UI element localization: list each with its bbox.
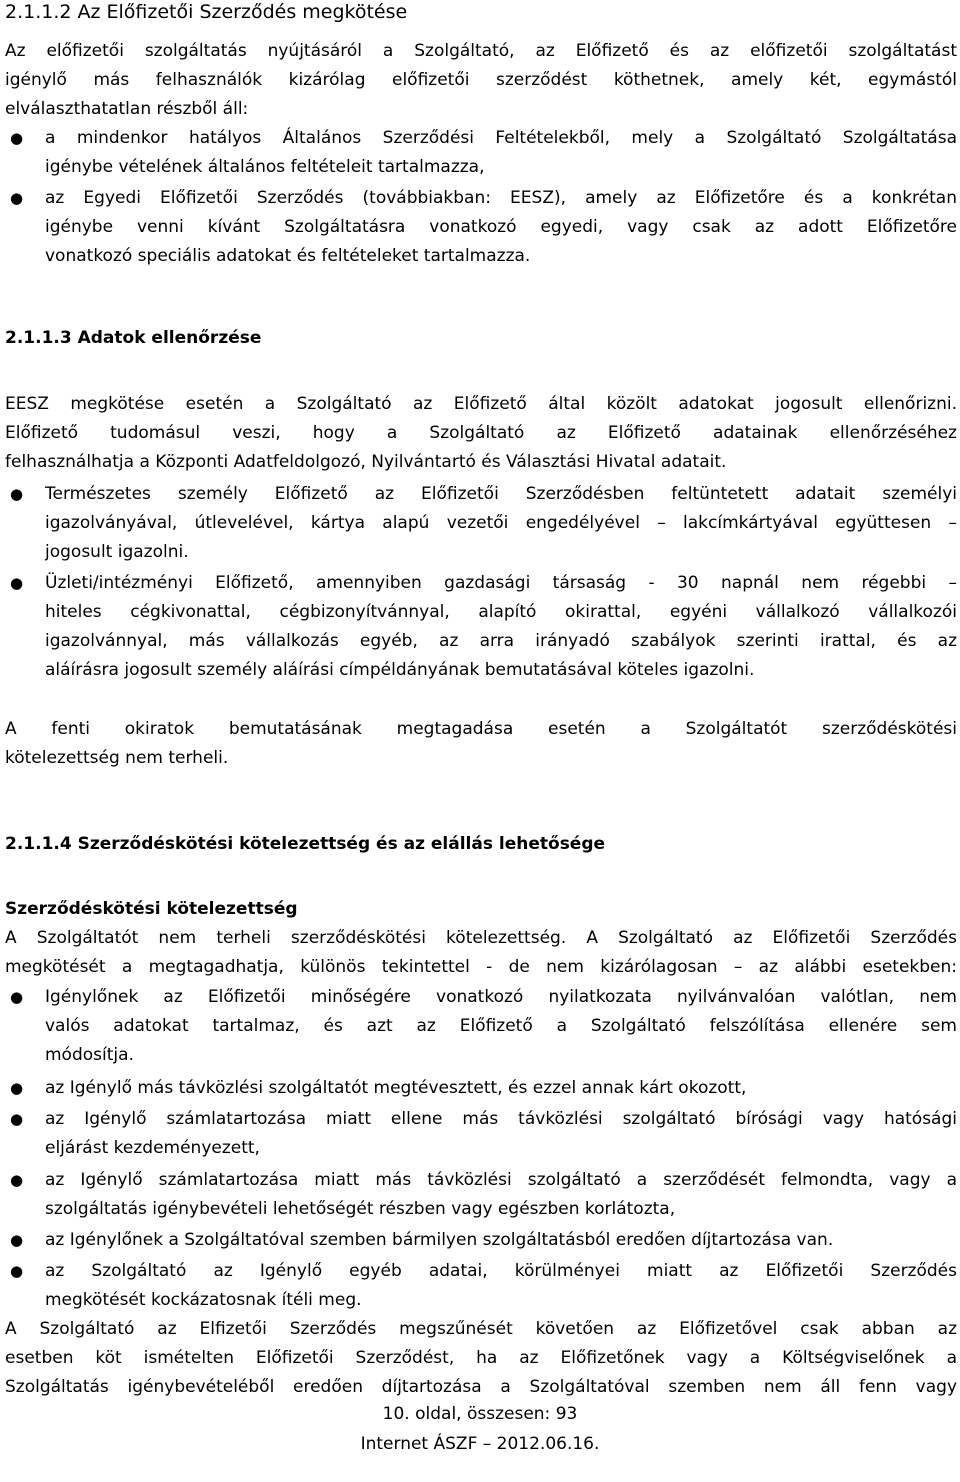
bullet-line: aláírásra jogosult személy aláírási címpéldányának bemutatásával köteles igazolni. (45, 660, 755, 680)
paragraph-line: A Szolgáltatót nem terheli szerződéskötési kötelezettség. A Szolgáltató az Előfizetői Szerződés (5, 928, 957, 948)
bullet-line: igazolványával, útlevelével, kártya alapú vezetői engedélyével – lakcímkártyával együttesen – (45, 513, 957, 533)
bullet-line: hiteles cégkivonattal, cégbizonyítvánnyal, alapító okirattal, egyéni vállalkozó vállalkozói (45, 602, 957, 622)
bullet-icon: ● (10, 129, 24, 147)
bullet-line: az Igénylő számlatartozása miatt ellene más távközlési szolgáltató bírósági vagy hatósági (45, 1109, 957, 1129)
section-heading-2-1-1-2: 2.1.1.2 Az Előfizetői Szerződés megkötése (5, 1, 408, 23)
intro-line: Az előfizetői szolgáltatás nyújtásáról a Szolgáltató, az Előfizető és az előfizetői szolgáltatást (5, 41, 957, 61)
intro-line: elválaszthatatlan részből áll: (5, 99, 249, 119)
section-heading-2-1-1-4: 2.1.1.4 Szerződéskötési kötelezettség és az elállás lehetősége (5, 834, 606, 854)
bullet-line: módosítja. (45, 1045, 134, 1065)
closing-line: Szolgáltatás igénybevételéből eredően díjtartozása a Szolgáltatóval szemben nem áll fenn vagy (5, 1377, 957, 1397)
closing-line: kötelezettség nem terheli. (5, 748, 229, 768)
closing-line: A Szolgáltató az Elfizetői Szerződés megszűnését követően az Előfizetővel csak abban az (5, 1319, 957, 1339)
bullet-line: az Igénylő más távközlési szolgáltatót megtévesztett, és ezzel annak kárt okozott, (45, 1078, 747, 1098)
bullet-line: az Igénylőnek a Szolgáltatóval szemben bármilyen szolgáltatásból eredően díjtartozása van. (45, 1230, 834, 1250)
bullet-icon: ● (10, 1171, 24, 1189)
bullet-icon: ● (10, 189, 24, 207)
bullet-line: jogosult igazolni. (45, 542, 189, 562)
bullet-line: valós adatokat tartalmaz, és azt az Előfizető a Szolgáltató felszólítása ellenére sem (45, 1016, 957, 1036)
section-heading-2-1-1-3: 2.1.1.3 Adatok ellenőrzése (5, 328, 262, 348)
bullet-icon: ● (10, 1231, 24, 1249)
bullet-icon: ● (10, 574, 24, 592)
intro-line: igénylő más felhasználók kizárólag előfizetői szerződést köthetnek, amely két, egymástól (5, 70, 957, 90)
bullet-line: vonatkozó speciális adatokat és feltételeket tartalmazza. (45, 246, 531, 266)
bullet-line: eljárást kezdeményezett, (45, 1138, 260, 1158)
page-number: 10. oldal, összesen: 93 (382, 1404, 578, 1424)
bullet-line: a mindenkor hatályos Általános Szerződési Feltételekből, mely a Szolgáltató Szolgáltatása (45, 128, 957, 148)
closing-line: A fenti okiratok bemutatásának megtagadása esetén a Szolgáltatót szerződéskötési (5, 719, 957, 739)
bullet-line: szolgáltatás igénybevételi lehetőségét részben vagy egészben korlátozta, (45, 1199, 676, 1219)
document-footer: Internet ÁSZF – 2012.06.16. (360, 1434, 600, 1454)
bullet-line: Igénylőnek az Előfizetői minőségére vonatkozó nyilatkozata nyilvánvalóan valótlan, nem (45, 987, 957, 1007)
subheading: Szerződéskötési kötelezettség (5, 899, 298, 919)
bullet-icon: ● (10, 1262, 24, 1280)
bullet-line: igénybe vételének általános feltételeit tartalmazza, (45, 157, 485, 177)
paragraph-line: felhasználhatja a Központi Adatfeldolgozó, Nyilvántartó és Választási Hivatal adatait. (5, 452, 727, 472)
paragraph-line: megkötését a megtagadhatja, különös tekintettel - de nem kizárólagosan – az alábbi esetekben: (5, 957, 957, 977)
bullet-line: igénybe venni kívánt Szolgáltatásra vonatkozó egyedi, vagy csak az adott Előfizetőre (45, 217, 957, 237)
bullet-line: megkötését kockázatosnak ítéli meg. (45, 1290, 362, 1310)
bullet-line: Természetes személy Előfizető az Előfizetői Szerződésben feltüntetett adatait személyi (45, 484, 957, 504)
bullet-line: az Igénylő számlatartozása miatt más távközlési szolgáltató a szerződését felmondta, vagy a (45, 1170, 957, 1190)
bullet-icon: ● (10, 485, 24, 503)
bullet-line: az Egyedi Előfizetői Szerződés (továbbiakban: EESZ), amely az Előfizetőre és a konkrétan (45, 188, 957, 208)
bullet-line: az Szolgáltató az Igénylő egyéb adatai, körülményei miatt az Előfizetői Szerződés (45, 1261, 957, 1281)
paragraph-line: EESZ megkötése esetén a Szolgáltató az Előfizető által közölt adatokat jogosult ellenőrizni. (5, 394, 957, 414)
bullet-icon: ● (10, 988, 24, 1006)
closing-line: esetben köt ismételten Előfizetői Szerződést, ha az Előfizetőnek vagy a Költségviselőnek a (5, 1348, 957, 1368)
bullet-icon: ● (10, 1079, 24, 1097)
bullet-icon: ● (10, 1110, 24, 1128)
paragraph-line: Előfizető tudomásul veszi, hogy a Szolgáltató az Előfizető adatainak ellenőrzéséhez (5, 423, 957, 443)
bullet-line: Üzleti/intézményi Előfizető, amennyiben gazdasági társaság - 30 napnál nem régebbi – (45, 573, 957, 593)
bullet-line: igazolvánnyal, más vállalkozás egyéb, az arra irányadó szabályok szerinti irattal, és az (45, 631, 957, 651)
